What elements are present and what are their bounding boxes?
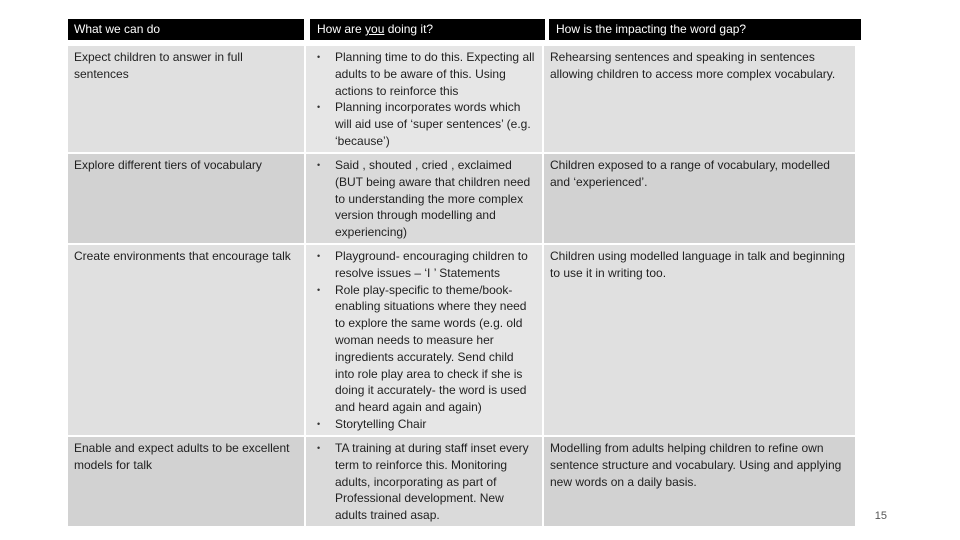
row-4-how-list	[312, 440, 536, 524]
bullet-icon: •	[317, 102, 321, 113]
row-3-how-list	[312, 248, 536, 433]
list-item	[312, 416, 536, 433]
row-3-what-text: Create environments that encourage talk	[74, 249, 291, 263]
row-1-how-item-2: Planning incorporates words which will aid use of ‘super sentences’ (e.g. ‘because’)	[335, 100, 531, 148]
list-item	[312, 248, 536, 282]
bullet-icon: •	[317, 284, 321, 295]
row-1-how-cell	[306, 46, 542, 152]
row-1-impact-cell	[544, 46, 855, 152]
row-3-how-cell	[306, 245, 542, 435]
header-impact-on-word-gap	[549, 19, 861, 40]
row-3-impact-text: Children using modelled language in talk and beginning to use it in writing too.	[550, 249, 845, 280]
bullet-icon: •	[317, 160, 321, 170]
row-1-how-list	[312, 49, 536, 150]
row-1-what-text: Expect children to answer in full sentences	[74, 50, 243, 81]
row-4-impact-cell	[544, 437, 855, 526]
row-2-impact-cell	[544, 154, 855, 243]
row-4-what-text: Enable and expect adults to be excellent models for talk	[74, 441, 290, 472]
row-4-impact-text: Modelling from adults helping children to refine own sentence structure and vocabulary. Using and applying new words on a daily basis.	[550, 441, 842, 489]
row-4-what-cell	[68, 437, 304, 526]
row-3-how-item-2: Role play-specific to theme/book- enabling situations where they need to explore the same words (e.g. old woman needs to measure her ingredients accurately. Send child into role play area to check if she is doing it accurately- the word is used and heard again and again)	[335, 282, 527, 415]
header-how-are-you-doing-it	[310, 19, 545, 40]
list-item	[312, 440, 536, 524]
row-2-impact-text: Children exposed to a range of vocabulary, modelled and ‘experienced’.	[550, 158, 830, 189]
bullet-icon: •	[317, 251, 321, 261]
bullet-icon: •	[317, 443, 321, 453]
header-how-post: doing it?	[384, 22, 434, 36]
header-how-underlined: you	[365, 22, 385, 36]
row-2-how-cell	[306, 154, 542, 243]
row-2-how-item-1: Said , shouted , cried , exclaimed (BUT being aware that children need to understanding the more complex version through modelling and experiencing)	[335, 158, 531, 240]
list-item	[312, 49, 536, 99]
row-4-how-item-1: TA training at during staff inset every term to reinforce this. Monitoring adults, incorporating as part of Professional development. New adults trained asap.	[335, 441, 529, 523]
row-3-what-cell	[68, 245, 304, 435]
header-how-pre: How are	[317, 22, 366, 36]
header-impact-label: How is the impacting the word gap?	[556, 22, 747, 36]
row-1-impact-text: Rehearsing sentences and speaking in sentences allowing children to access more complex vocabulary.	[550, 50, 836, 81]
bullet-icon: •	[317, 418, 321, 429]
bullet-icon: •	[317, 52, 321, 62]
row-2-what-cell	[68, 154, 304, 243]
header-what-we-can-do	[68, 19, 304, 40]
row-2-how-list	[312, 157, 536, 241]
list-item	[312, 282, 536, 416]
header-what-label: What we can do	[74, 22, 161, 36]
page-number: 15	[874, 510, 887, 522]
row-3-how-item-1: Playground- encouraging children to resolve issues – ‘I ’ Statements	[335, 249, 528, 280]
list-item	[312, 157, 536, 241]
row-3-how-item-3: Storytelling Chair	[335, 416, 427, 431]
list-item	[312, 99, 536, 149]
row-1-what-cell	[68, 46, 304, 152]
row-3-impact-cell	[544, 245, 855, 435]
row-1-how-item-1: Planning time to do this. Expecting all adults to be aware of this. Using actions to reinforce this	[335, 50, 535, 98]
row-2-what-text: Explore different tiers of vocabulary	[74, 158, 262, 172]
row-4-how-cell	[306, 437, 542, 526]
